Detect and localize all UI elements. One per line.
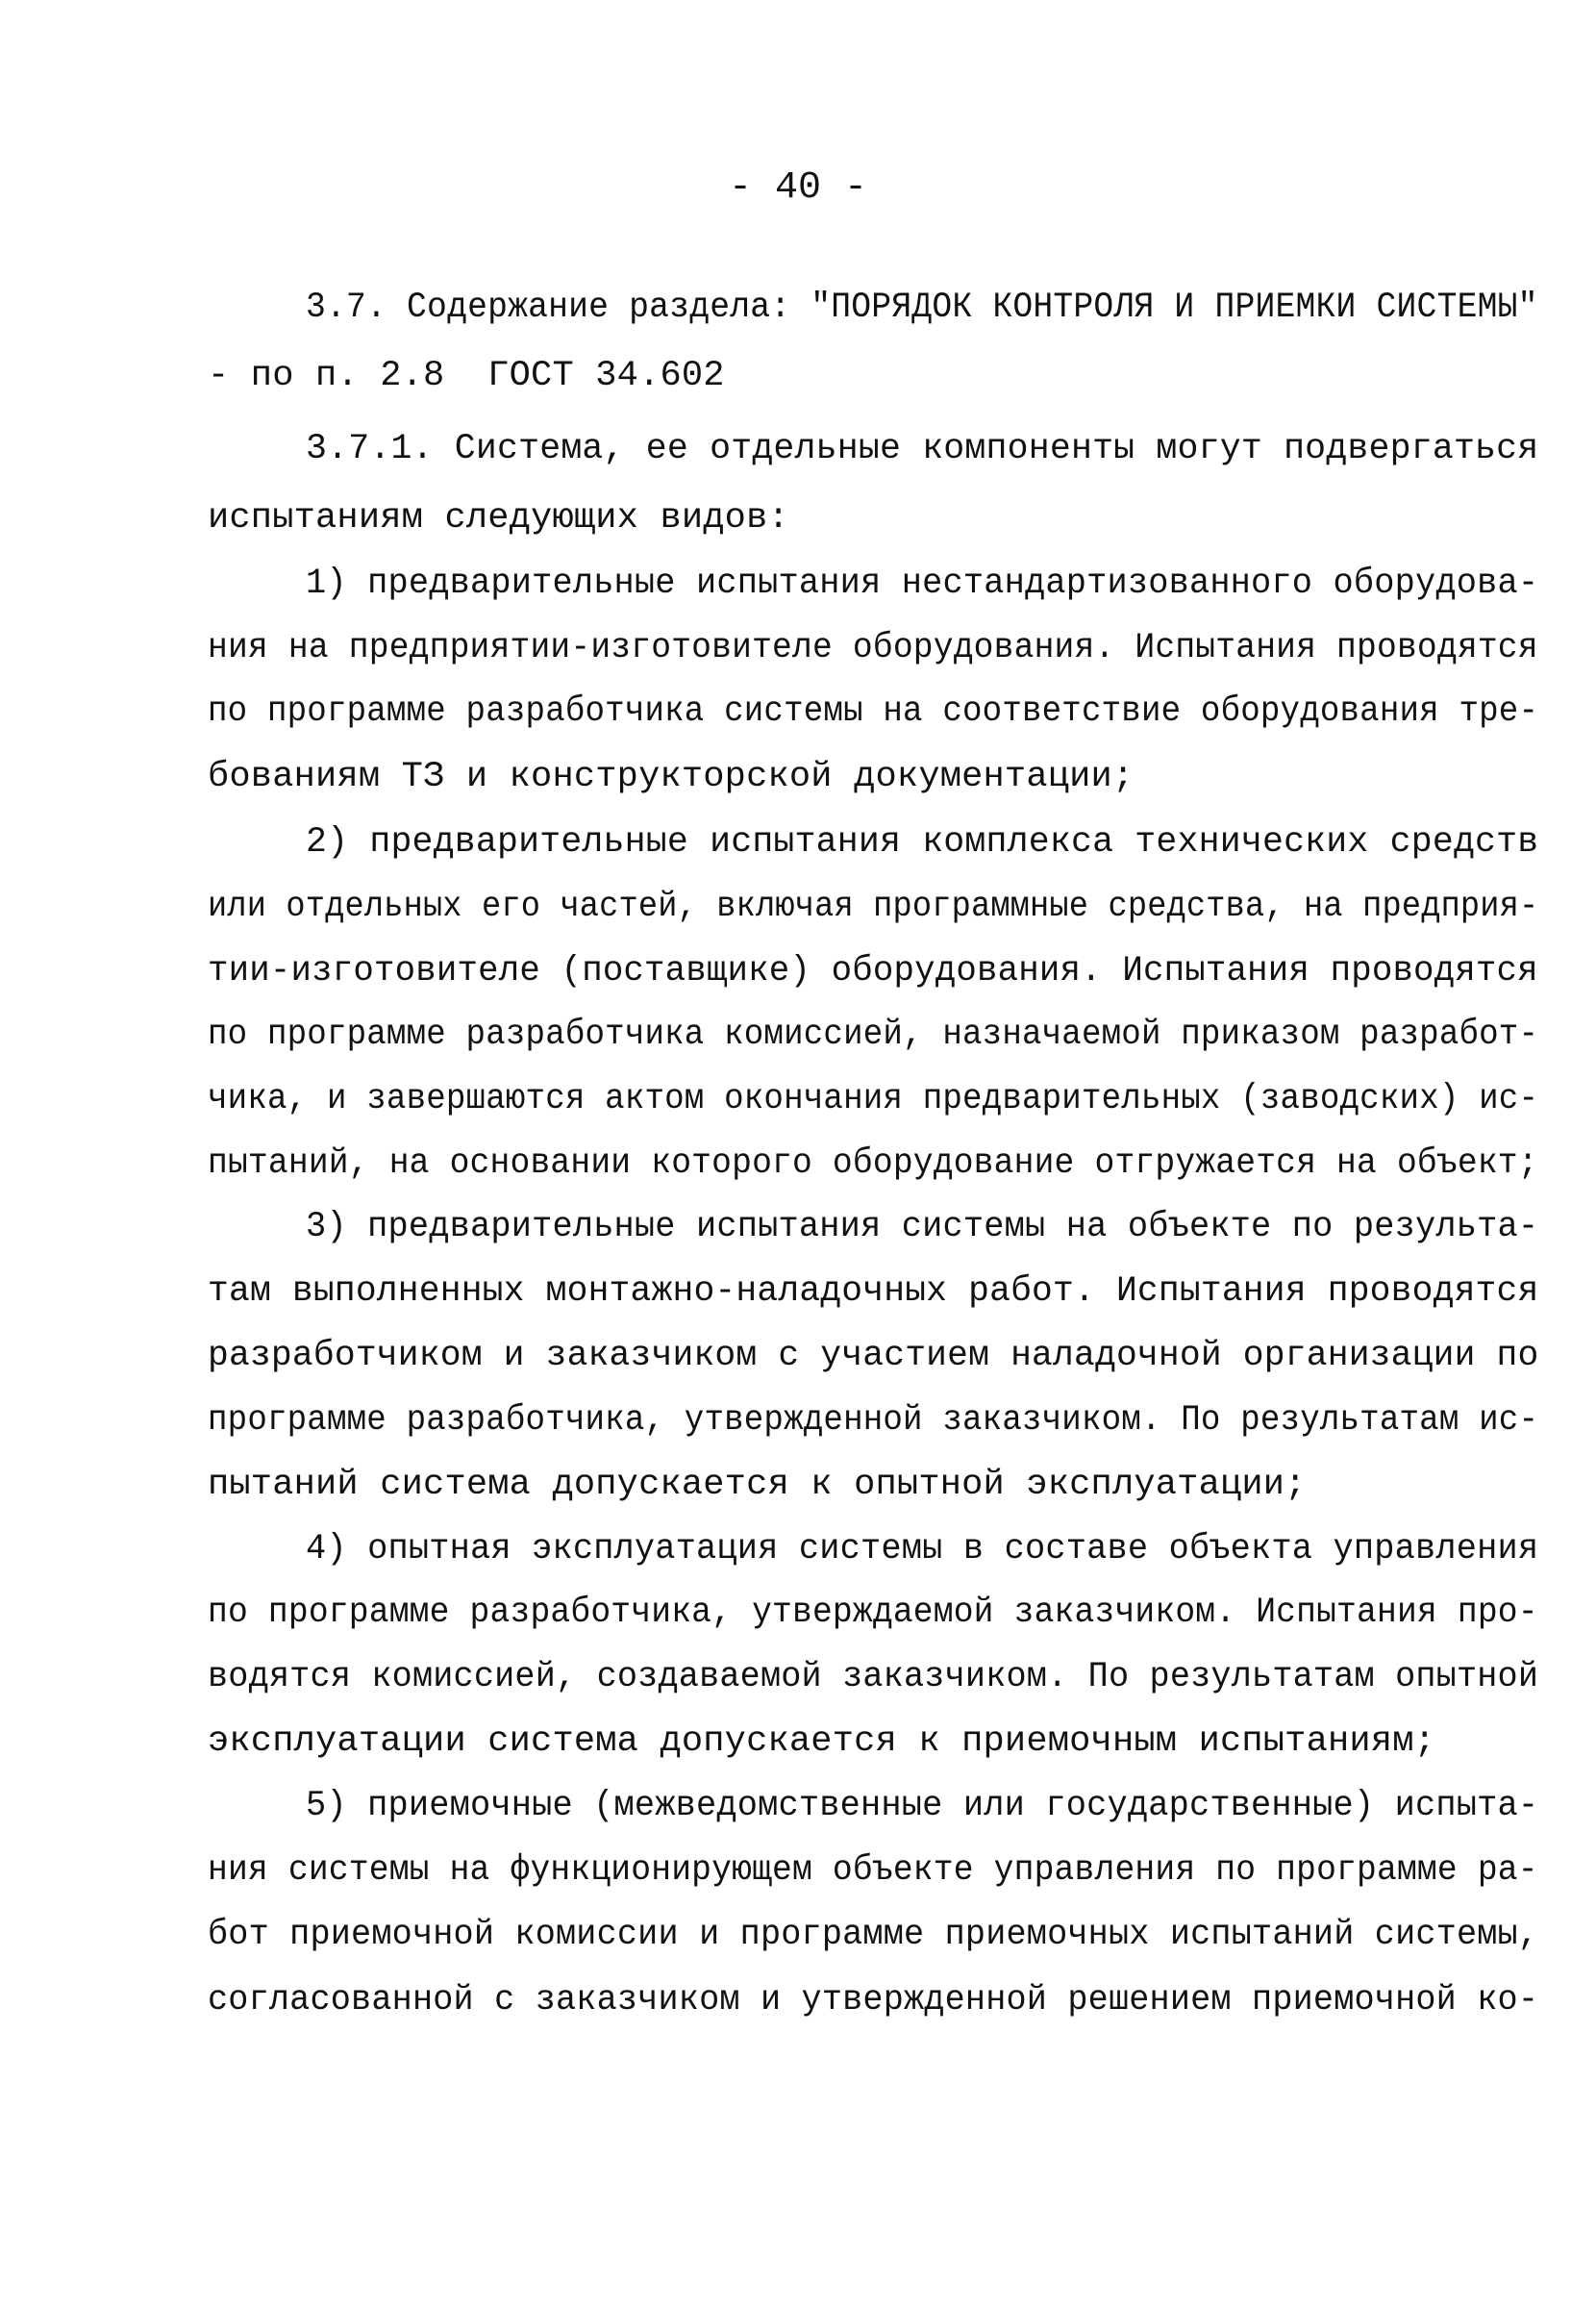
text-line: 3.7.1. Система, ее отдельные компоненты могут подвергаться	[306, 429, 1539, 469]
text-line: пытаний, на основании которого оборудование отгружается на объект;	[208, 1143, 1538, 1184]
text-line: 1) предварительные испытания нестандартизованного оборудова-	[306, 564, 1539, 604]
text-line: согласованной с заказчиком и утвержденной решением приемочной ко-	[208, 1980, 1539, 2020]
text-line: пытаний система допускается к опытной эксплуатации;	[208, 1465, 1307, 1505]
page-number: - 40 -	[728, 166, 868, 210]
text-line: разработчиком и заказчиком с участием наладочной организации по	[208, 1336, 1539, 1376]
text-line: программе разработчика, утвержденной заказчиком. По результатам ис-	[208, 1400, 1539, 1441]
text-line: ния системы на функционирующем объекте управления по программе ра-	[208, 1850, 1538, 1891]
text-line: чика, и завершаются актом окончания предварительных (заводских) ис-	[208, 1079, 1539, 1119]
text-line: по программе разработчика, утверждаемой заказчиком. Испытания про-	[208, 1593, 1538, 1633]
text-line: там выполненных монтажно-наладочных работ. Испытания проводятся	[208, 1271, 1539, 1312]
text-line: 2) предварительные испытания комплекса технических средств	[306, 822, 1539, 863]
text-line: 4) опытная эксплуатация системы в составе объекта управления	[306, 1529, 1539, 1569]
text-line: по программе разработчика системы на соответствие оборудования тре-	[208, 691, 1539, 732]
text-line: - по п. 2.8 ГОСТ 34.602	[208, 356, 725, 396]
text-line: 3) предварительные испытания системы на объекте по результа-	[306, 1207, 1539, 1247]
text-line: по программе разработчика комиссией, назначаемой приказом разработ-	[208, 1015, 1539, 1055]
text-line: 5) приемочные (межведомственные или государственные) испыта-	[306, 1786, 1539, 1826]
text-line: водятся комиссией, создаваемой заказчиком. По результатам опытной	[208, 1657, 1539, 1697]
text-line: ния на предприятии-изготовителе оборудования. Испытания проводятся	[208, 628, 1538, 668]
text-line: бованиям ТЗ и конструкторской документации;	[208, 757, 1135, 797]
text-line: эксплуатации система допускается к приемочным испытаниям;	[208, 1721, 1436, 1762]
text-line: испытаниям следующих видов:	[208, 498, 789, 539]
text-line: 3.7. Содержание раздела: "ПОРЯДОК КОНТРОЛЯ И ПРИЕМКИ СИСТЕМЫ"	[306, 288, 1538, 328]
text-line: тии-изготовителе (поставщике) оборудования. Испытания проводятся	[208, 951, 1538, 991]
text-line: бот приемочной комиссии и программе приемочных испытаний системы,	[208, 1915, 1539, 1955]
text-line: или отдельных его частей, включая программные средства, на предприя-	[208, 887, 1539, 927]
